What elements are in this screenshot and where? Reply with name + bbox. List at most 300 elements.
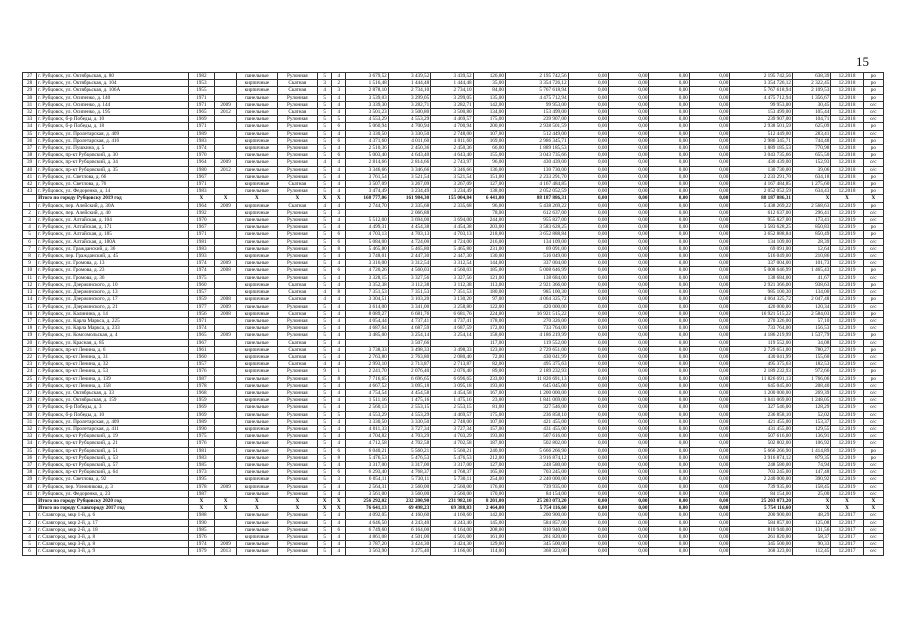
table-cell: 1969 — [188, 411, 214, 418]
table-cell: 244,00 — [473, 217, 505, 224]
total-row — [23, 195, 884, 202]
table-cell: 0,00 — [568, 469, 608, 476]
table-row — [23, 440, 884, 447]
table-cell: о/с — [863, 534, 883, 541]
table-cell: 0,00 — [609, 159, 649, 166]
table-cell: г. Рубцовск, б-р Победы, д. 3 — [37, 404, 189, 411]
table-cell: панельные — [237, 490, 277, 497]
table-cell: 1 444,48 — [388, 80, 430, 87]
table-cell: Рулонная — [277, 188, 317, 195]
table-cell: 0,00 — [649, 137, 689, 144]
table-row — [23, 476, 884, 483]
table-cell: 2 066,88 — [388, 209, 430, 216]
table-cell: 0,00 — [568, 238, 608, 245]
table-cell: 1961 — [188, 346, 214, 353]
table-cell: 0,00 — [568, 368, 608, 375]
table-cell: 25,00 — [792, 490, 830, 497]
table-cell: 3 043 735,66 — [730, 152, 793, 159]
table-cell: X — [214, 195, 236, 202]
table-cell: 0,00 — [609, 339, 649, 346]
table-cell: 6 696,65 — [388, 375, 430, 382]
table-cell: 0,00 — [568, 217, 608, 224]
table-cell: 19 — [23, 332, 37, 339]
table-cell: 0,00 — [609, 483, 649, 490]
table-cell: 23 — [23, 361, 37, 368]
table-cell: 236 858,10 — [505, 411, 568, 418]
table-cell: 2 189 232,93 — [505, 368, 568, 375]
table-cell: 0,00 — [609, 181, 649, 188]
table-cell: 1971 — [188, 123, 214, 130]
table-cell: 34 — [23, 123, 37, 130]
table-cell: 12.2018 — [831, 101, 863, 108]
table-cell: 1993 — [188, 253, 214, 260]
table-cell: 0,00 — [568, 454, 608, 461]
table-cell: 0,00 — [689, 512, 729, 519]
table-cell: 810 940,00 — [730, 526, 793, 533]
table-cell: 69 498,23 — [388, 505, 430, 512]
table-cell: 0,00 — [568, 519, 608, 526]
table-row — [23, 188, 884, 195]
table-cell: 0,00 — [649, 224, 689, 231]
table-cell: 5 — [332, 116, 346, 123]
table-cell: 248 580,00 — [505, 461, 568, 468]
table-cell: 0,00 — [689, 469, 729, 476]
table-cell: 2 052 052,59 — [730, 188, 793, 195]
table-cell: 337 004,00 — [730, 260, 793, 267]
table-cell: 12.2019 — [831, 469, 863, 476]
table-cell: г. Рубцовск, ул. Карла Маркса, д. 233 — [37, 325, 189, 332]
table-cell: 1 — [23, 512, 37, 519]
table-cell: X — [863, 505, 883, 512]
table-cell: 1971 — [188, 101, 214, 108]
table-cell: 0,00 — [689, 87, 729, 94]
table-cell: 1960 — [188, 353, 214, 360]
table-cell — [431, 339, 473, 346]
table-cell: 0,00 — [568, 490, 608, 497]
table-cell: 4 — [332, 548, 346, 555]
table-cell — [214, 375, 236, 382]
table-cell: г. Рубцовск, ул. Алтайская, д. 104 — [37, 217, 189, 224]
table-cell: 733 764,00 — [505, 325, 568, 332]
table-cell: Рулонная — [277, 152, 317, 159]
table-cell: 0,00 — [649, 253, 689, 260]
table-cell: 0,00 — [649, 476, 689, 483]
table-cell: кирпичные — [237, 145, 277, 152]
table-cell: 1995 — [188, 476, 214, 483]
table-cell: 655,50 — [792, 152, 830, 159]
table-cell: 0,00 — [568, 505, 608, 512]
table-cell: 3 312,54 — [388, 260, 430, 267]
table-cell: Скатная — [277, 310, 317, 317]
table-row — [23, 274, 884, 281]
table-cell: о/с — [863, 440, 883, 447]
table-cell: 0,00 — [689, 411, 729, 418]
table-cell: Скатная — [277, 339, 317, 346]
table-cell: 12.2018 — [831, 94, 863, 101]
table-cell: 430 439,00 — [730, 159, 793, 166]
table-cell: 0,00 — [649, 188, 689, 195]
table-row — [23, 152, 884, 159]
table-cell: 117,00 — [473, 339, 505, 346]
table-cell: 5 — [318, 519, 332, 526]
table-cell: 12.2018 — [831, 123, 863, 130]
table-cell: 4 — [318, 202, 332, 209]
table-cell: 2008 — [214, 310, 236, 317]
table-cell: 1964 — [188, 159, 214, 166]
table-cell: 3 234,49 — [431, 188, 473, 195]
table-cell: 12.2018 — [831, 116, 863, 123]
table-cell: 5 754 116,60 — [730, 505, 793, 512]
table-cell: 1 889 185,53 — [730, 145, 793, 152]
table-cell: 7 351,53 — [431, 289, 473, 296]
table-cell: 0,00 — [689, 94, 729, 101]
table-cell: 4 160,60 — [431, 512, 473, 519]
table-cell: 18 — [23, 325, 37, 332]
table-cell: 345 500,00 — [730, 541, 793, 548]
table-row — [23, 418, 884, 425]
table-cell: 187,00 — [473, 440, 505, 447]
total-row — [23, 497, 884, 504]
table-cell: 0,00 — [609, 418, 649, 425]
table-cell: 35 — [23, 447, 37, 454]
table-cell: г. Рубцовск, б-р Победы, д. 10 — [37, 116, 189, 123]
table-cell: Скатная — [277, 361, 317, 368]
table-cell: панельные — [237, 217, 277, 224]
table-cell: 634,43 — [792, 188, 830, 195]
table-cell: 0,00 — [649, 101, 689, 108]
table-cell: 0,00 — [689, 73, 729, 80]
table-cell: 4 — [332, 217, 346, 224]
table-cell: 0,00 — [689, 289, 729, 296]
table-cell: 1965 — [188, 332, 214, 339]
table-row — [23, 483, 884, 490]
table-cell: Рулонная — [277, 418, 317, 425]
table-cell — [214, 181, 236, 188]
table-cell: 0,00 — [649, 418, 689, 425]
table-cell: 3 — [23, 526, 37, 533]
table-cell: Рулонная — [277, 303, 317, 310]
table-cell: 173,41 — [792, 217, 830, 224]
table-cell: 3 652 888,84 — [730, 231, 793, 238]
table-cell: 169,00 — [473, 137, 505, 144]
table-row — [23, 368, 884, 375]
table-cell: X — [792, 497, 830, 504]
table-cell: 3 330,50 — [346, 130, 388, 137]
table-cell: 1983 — [188, 137, 214, 144]
table-cell: 0,00 — [609, 109, 649, 116]
table-cell: 4 — [332, 109, 346, 116]
table-row — [23, 181, 884, 188]
table-cell: 12.2018 — [831, 173, 863, 180]
table-cell: 0,00 — [568, 433, 608, 440]
table-cell: 6 164,00 — [431, 526, 473, 533]
table-cell: 5 730,11 — [431, 476, 473, 483]
table-cell: 158,45 — [792, 483, 830, 490]
table-cell: 3 267,09 — [388, 181, 430, 188]
table-cell: X — [277, 497, 317, 504]
table-cell: Рулонная — [277, 469, 317, 476]
table-cell: 0,00 — [689, 483, 729, 490]
table-cell: Скатная — [277, 87, 317, 94]
table-cell: о/с — [863, 483, 883, 490]
table-cell: панельные — [237, 332, 277, 339]
table-cell: 175,00 — [473, 116, 505, 123]
table-cell — [214, 476, 236, 483]
table-cell: 31 — [23, 418, 37, 425]
table-cell: панельные — [237, 411, 277, 418]
table-cell: 0,00 — [609, 411, 649, 418]
table-cell: 1970 — [188, 152, 214, 159]
table-cell: о/с — [863, 130, 883, 137]
table-cell: 0,00 — [649, 425, 689, 432]
table-cell: кирпичные — [237, 181, 277, 188]
table-cell: 121,00 — [473, 274, 505, 281]
table-cell: Рулонная — [277, 389, 317, 396]
table-cell: 1 516,48 — [346, 80, 388, 87]
table-cell: панельные — [237, 159, 277, 166]
table-cell: 0,00 — [609, 490, 649, 497]
table-cell: 3 539,03 — [346, 94, 388, 101]
table-cell: 0,00 — [609, 425, 649, 432]
table-cell: 144,00 — [473, 260, 505, 267]
table-cell: г. Рубцовск, ул. Алтайская, д. 171 — [37, 224, 189, 231]
table-cell: ро — [863, 123, 883, 130]
table-cell: Рулонная — [277, 101, 317, 108]
table-row — [23, 382, 884, 389]
table-cell: г. Славгород, мкр 3-й, д. 8 — [37, 541, 189, 548]
table-cell: Рулонная — [277, 166, 317, 173]
table-cell: 12.2019 — [831, 332, 863, 339]
table-row — [23, 375, 884, 382]
table-cell: 12.2019 — [831, 397, 863, 404]
table-cell: 4 — [332, 73, 346, 80]
table-cell: 4 754,54 — [346, 389, 388, 396]
table-cell: г. Рубцовск, ул. Осипенко, д. 140 — [37, 94, 189, 101]
table-cell: о/с — [863, 433, 883, 440]
table-cell: 502 802,00 — [730, 440, 793, 447]
table-cell: 1975 — [188, 274, 214, 281]
table-cell: 12.2019 — [831, 361, 863, 368]
table-cell: 125,08 — [792, 519, 830, 526]
table-cell: 0,00 — [649, 94, 689, 101]
table-cell: Скатная — [277, 296, 317, 303]
table-cell: X — [332, 497, 346, 504]
table-cell: г. Рубцовск, ул. Алтайская, д. 180А — [37, 238, 189, 245]
table-cell: 12.2019 — [831, 382, 863, 389]
table-cell: 2 322,45 — [792, 80, 830, 87]
table-cell: 0,00 — [609, 375, 649, 382]
table-cell: X — [863, 195, 883, 202]
table-cell: 612 637,00 — [730, 209, 793, 216]
table-cell: 6 — [332, 123, 346, 130]
table-cell — [214, 281, 236, 288]
table-cell: 1978 — [188, 483, 214, 490]
table-cell: кирпичные — [237, 397, 277, 404]
table-row — [23, 447, 884, 454]
table-cell: г. Рубцовск, пр-кт Рубцовский, д. 19 — [37, 433, 189, 440]
table-cell: 430 439,00 — [505, 159, 568, 166]
table-cell: 138 684,00 — [730, 274, 793, 281]
table-cell: 105,44 — [792, 109, 830, 116]
table-cell: 5 — [318, 469, 332, 476]
table-cell: 0,00 — [568, 137, 608, 144]
table-cell: 0,00 — [649, 534, 689, 541]
table-cell: о/с — [863, 217, 883, 224]
table-cell: 3 738,33 — [346, 346, 388, 353]
table-cell: 1990 — [188, 425, 214, 432]
table-cell: 90,33 — [792, 541, 830, 548]
table-cell: 4 — [332, 166, 346, 173]
table-cell: 0,00 — [649, 130, 689, 137]
table-cell: 4 — [332, 224, 346, 231]
table-cell: ро — [863, 231, 883, 238]
table-cell: 88 187 886,31 — [730, 195, 793, 202]
table-cell: Рулонная — [277, 375, 317, 382]
table-cell: 176,00 — [473, 483, 505, 490]
table-cell: 3 583 628,25 — [505, 224, 568, 231]
table-cell: кирпичные — [237, 361, 277, 368]
table-cell: Рулонная — [277, 238, 317, 245]
table-cell: 13 — [23, 289, 37, 296]
table-cell: 3 254,14 — [431, 332, 473, 339]
table-cell: 5 008 646,99 — [730, 267, 793, 274]
table-cell: 12.2018 — [831, 145, 863, 152]
table-cell: ро — [863, 152, 883, 159]
table-cell: 0,00 — [609, 541, 649, 548]
table-cell — [214, 411, 236, 418]
table-cell: 0,00 — [649, 483, 689, 490]
table-cell: 4 703,29 — [431, 433, 473, 440]
table-cell: 34,08 — [792, 339, 830, 346]
table-cell: 136,00 — [473, 166, 505, 173]
table-cell: 2009 — [214, 101, 236, 108]
table-cell: ро — [863, 296, 883, 303]
table-cell: 6 — [332, 152, 346, 159]
table-cell: 138 684,00 — [505, 274, 568, 281]
table-row — [23, 411, 884, 418]
table-cell: 2 447,30 — [388, 253, 430, 260]
table-cell: панельные — [237, 245, 277, 252]
table-cell: 1987 — [188, 490, 214, 497]
table-cell: 368 323,00 — [730, 548, 793, 555]
table-cell: 3 507,66 — [388, 339, 430, 346]
table-cell: 147,48 — [792, 469, 830, 476]
table-cell — [214, 116, 236, 123]
table-cell: 4 — [332, 483, 346, 490]
table-cell: 1 841 069,00 — [505, 397, 568, 404]
table-cell: 29 — [23, 87, 37, 94]
table-cell: 1971 — [188, 231, 214, 238]
table-cell: 5 — [318, 94, 332, 101]
table-cell: 0,00 — [568, 541, 608, 548]
table-cell: 6 040,21 — [346, 447, 388, 454]
table-row — [23, 130, 884, 137]
table-cell: 12.2019 — [831, 267, 863, 274]
table-cell: 0,00 — [609, 101, 649, 108]
table-cell: 0,00 — [689, 425, 729, 432]
table-cell: 4 011,33 — [346, 425, 388, 432]
table-cell: ро — [863, 267, 883, 274]
table-row — [23, 245, 884, 252]
table-cell: 96,00 — [473, 202, 505, 209]
table-cell: 4 — [332, 310, 346, 317]
table-cell: Скатная — [277, 202, 317, 209]
table-cell: ро — [863, 375, 883, 382]
table-row — [23, 94, 884, 101]
table-cell: 5 — [23, 541, 37, 548]
table-cell: 5 008 646,99 — [505, 267, 568, 274]
table-cell: Скатная — [277, 80, 317, 87]
table-cell: 5 084,00 — [346, 238, 388, 245]
table-cell: 4 553,29 — [346, 116, 388, 123]
table-cell: 74,94 — [792, 461, 830, 468]
table-cell: 3 748,01 — [346, 253, 388, 260]
table-cell: 2 109,53 — [792, 87, 830, 94]
table-cell: о/с — [863, 274, 883, 281]
table-cell: 12.2019 — [831, 476, 863, 483]
table-cell: 0,00 — [609, 116, 649, 123]
table-cell: 0,00 — [649, 512, 689, 519]
table-cell: 2012 — [214, 109, 236, 116]
table-cell: 239 907,00 — [505, 116, 568, 123]
table-cell: 0,00 — [568, 375, 608, 382]
table-cell: 8 — [23, 253, 37, 260]
table-cell: 12.2019 — [831, 281, 863, 288]
table-cell: 4 — [332, 101, 346, 108]
table-cell: Рулонная — [277, 512, 317, 519]
table-cell: 142,00 — [473, 512, 505, 519]
table-cell: 12.2018 — [831, 152, 863, 159]
table-cell: 4 700,94 — [388, 123, 430, 130]
table-cell: 5 — [318, 512, 332, 519]
table-cell: 2 734,10 — [431, 87, 473, 94]
table-cell: 5 — [318, 260, 332, 267]
table-cell — [214, 526, 236, 533]
table-cell: Скатная — [277, 353, 317, 360]
table-cell: 0,00 — [689, 389, 729, 396]
table-cell: X — [831, 497, 863, 504]
table-cell: 0,00 — [609, 202, 649, 209]
table-cell: 12.2018 — [831, 159, 863, 166]
table-cell: 12.2019 — [831, 411, 863, 418]
table-cell: 5 476,53 — [346, 454, 388, 461]
table-cell: 12.2019 — [831, 238, 863, 245]
table-cell: 0,00 — [568, 397, 608, 404]
table-row — [23, 224, 884, 231]
table-cell: 9 — [23, 260, 37, 267]
table-cell: 5 — [318, 375, 332, 382]
table-cell: ро — [863, 346, 883, 353]
table-cell: о/с — [863, 461, 883, 468]
table-cell: 0,00 — [568, 267, 608, 274]
table-cell: Рулонная — [277, 476, 317, 483]
table-cell: 27 — [23, 389, 37, 396]
table-cell: г. Рубцовск, пр-кт Ленина, д. 53 — [37, 368, 189, 375]
table-cell: 390,92 — [792, 476, 830, 483]
table-cell: 5 — [318, 534, 332, 541]
table-cell: ро — [863, 202, 883, 209]
table-cell: 12.2019 — [831, 224, 863, 231]
table-cell: 193,00 — [473, 382, 505, 389]
table-cell: панельные — [237, 375, 277, 382]
table-cell: Рулонная — [277, 137, 317, 144]
table-row — [23, 317, 884, 324]
table-cell — [214, 173, 236, 180]
table-cell: Рулонная — [277, 260, 317, 267]
table-cell: 0,00 — [609, 209, 649, 216]
table-cell: 0,00 — [649, 440, 689, 447]
table-cell: 1969 — [188, 404, 214, 411]
